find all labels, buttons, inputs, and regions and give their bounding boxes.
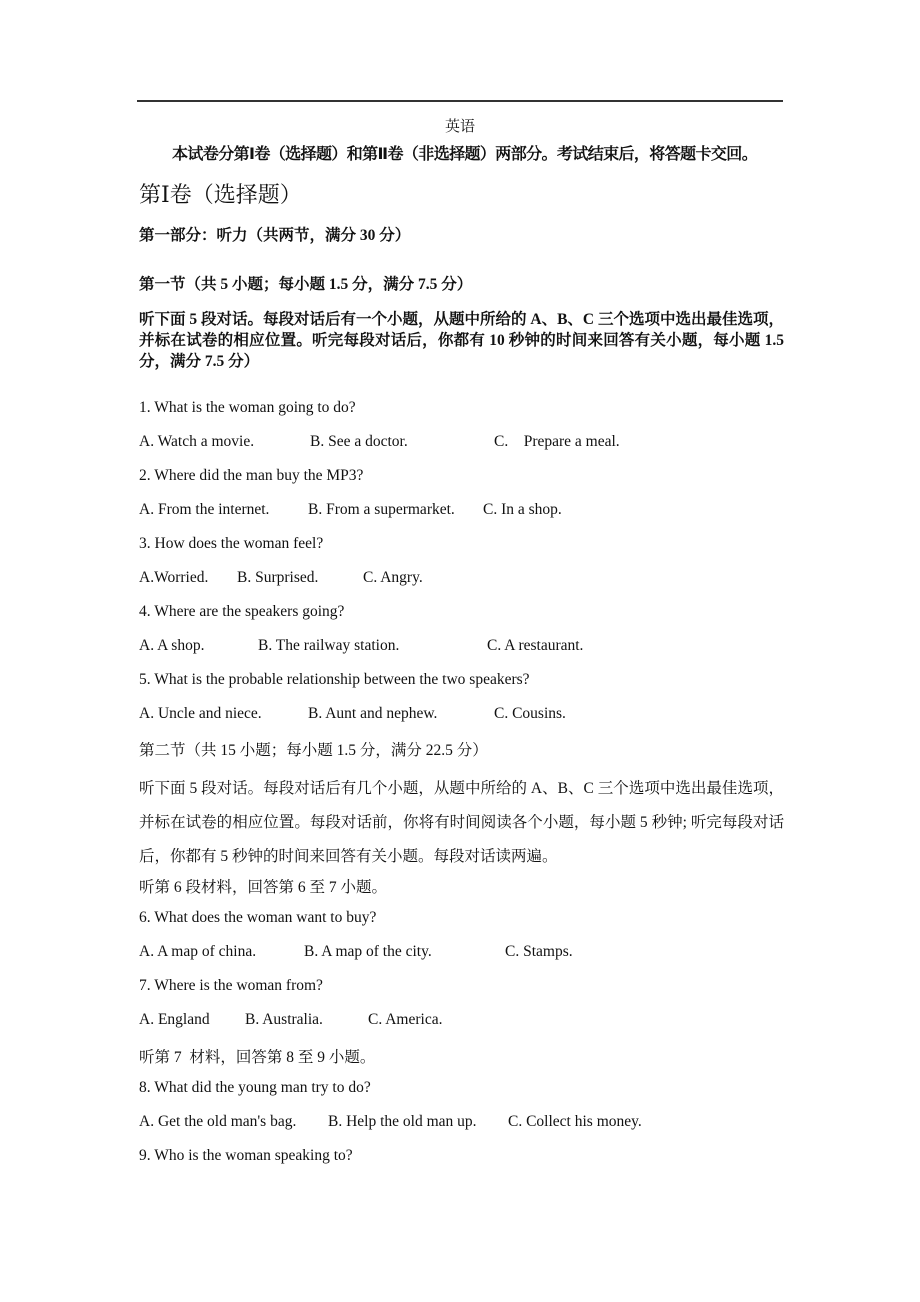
question-6-option-b: B. A map of the city. [304, 943, 432, 960]
question-1-option-b: B. See a doctor. [310, 433, 408, 450]
question-5-option-c: C. Cousins. [494, 705, 566, 722]
question-7-option-c: C. America. [368, 1011, 443, 1028]
subject-title: 英语 [444, 119, 475, 135]
question-6-option-c: C. Stamps. [505, 943, 573, 960]
header-rule [137, 100, 783, 102]
volume-title: 第Ⅰ卷（选择题） [139, 182, 302, 207]
question-2-option-c: C. In a shop. [483, 501, 562, 518]
question-7-option-b: B. Australia. [245, 1011, 323, 1028]
question-2-option-b: B. From a supermarket. [308, 501, 455, 518]
exam-intro: 本试卷分第Ⅰ卷（选择题）和第Ⅱ卷（非选择题）两部分。考试结束后，将答题卡交回。 [172, 144, 758, 163]
section-1-title: 第一节（共 5 小题；每小题 1.5 分，满分 7.5 分） [139, 276, 473, 293]
question-1-option-c: C. Prepare a meal. [494, 433, 620, 450]
part-title: 第一部分：听力（共两节，满分 30 分） [139, 227, 411, 244]
question-3-option-c: C. Angry. [363, 569, 423, 586]
question-1: 1. What is the woman going to do? [139, 399, 356, 416]
question-6: 6. What does the woman want to buy? [139, 909, 377, 926]
question-5-option-a: A. Uncle and niece. [139, 705, 262, 722]
question-8-option-a: A. Get the old man's bag. [139, 1113, 297, 1130]
section-2-instructions: 听下面 5 段对话。每段对话后有几个小题，从题中所给的 A、B、C 三个选项中选出最佳选项，并标在试卷的相应位置。每段对话前，你将有时间阅读各个小题，每小题 5 秒钟; 听完每段对话后，你都有 5 秒钟的时间来回答有关小题。每段对话读两遍。 [139, 780, 784, 865]
question-1-option-a: A. Watch a movie. [139, 433, 255, 450]
question-2: 2. Where did the man buy the MP3? [139, 467, 364, 484]
question-8: 8. What did the young man try to do? [139, 1079, 371, 1096]
question-8-option-c: C. Collect his money. [508, 1113, 642, 1130]
question-5: 5. What is the probable relationship between the two speakers? [139, 671, 530, 688]
section-1-instructions: 听下面 5 段对话。每段对话后有一个小题，从题中所给的 A、B、C 三个选项中选出最佳选项，并标在试卷的相应位置。听完每段对话后，你都有 10 秒钟的时间来回答有关小题，每小题 1.5 分，满分 7.5 分） [139, 311, 784, 370]
question-6-option-a: A. A map of china. [139, 943, 257, 960]
material-7-note: 听第 7 材料，回答第 8 至 9 小题。 [139, 1049, 376, 1066]
question-4-option-b: B. The railway station. [258, 637, 400, 654]
question-4-option-c: C. A restaurant. [487, 637, 584, 654]
question-8-option-b: B. Help the old man up. [328, 1113, 477, 1130]
question-4: 4. Where are the speakers going? [139, 603, 345, 620]
question-3-option-b: B. Surprised. [237, 569, 319, 586]
question-7-option-a: A. England [139, 1011, 210, 1028]
section-2-title: 第二节（共 15 小题；每小题 1.5 分，满分 22.5 分） [139, 742, 488, 759]
question-3: 3. How does the woman feel? [139, 535, 324, 552]
question-5-option-b: B. Aunt and nephew. [308, 705, 438, 722]
question-7: 7. Where is the woman from? [139, 977, 323, 994]
question-4-option-a: A. A shop. [139, 637, 205, 654]
question-9: 9. Who is the woman speaking to? [139, 1147, 353, 1164]
material-6-note: 听第 6 段材料，回答第 6 至 7 小题。 [139, 879, 388, 896]
question-2-option-a: A. From the internet. [139, 501, 270, 518]
question-3-option-a: A.Worried. [139, 569, 209, 586]
